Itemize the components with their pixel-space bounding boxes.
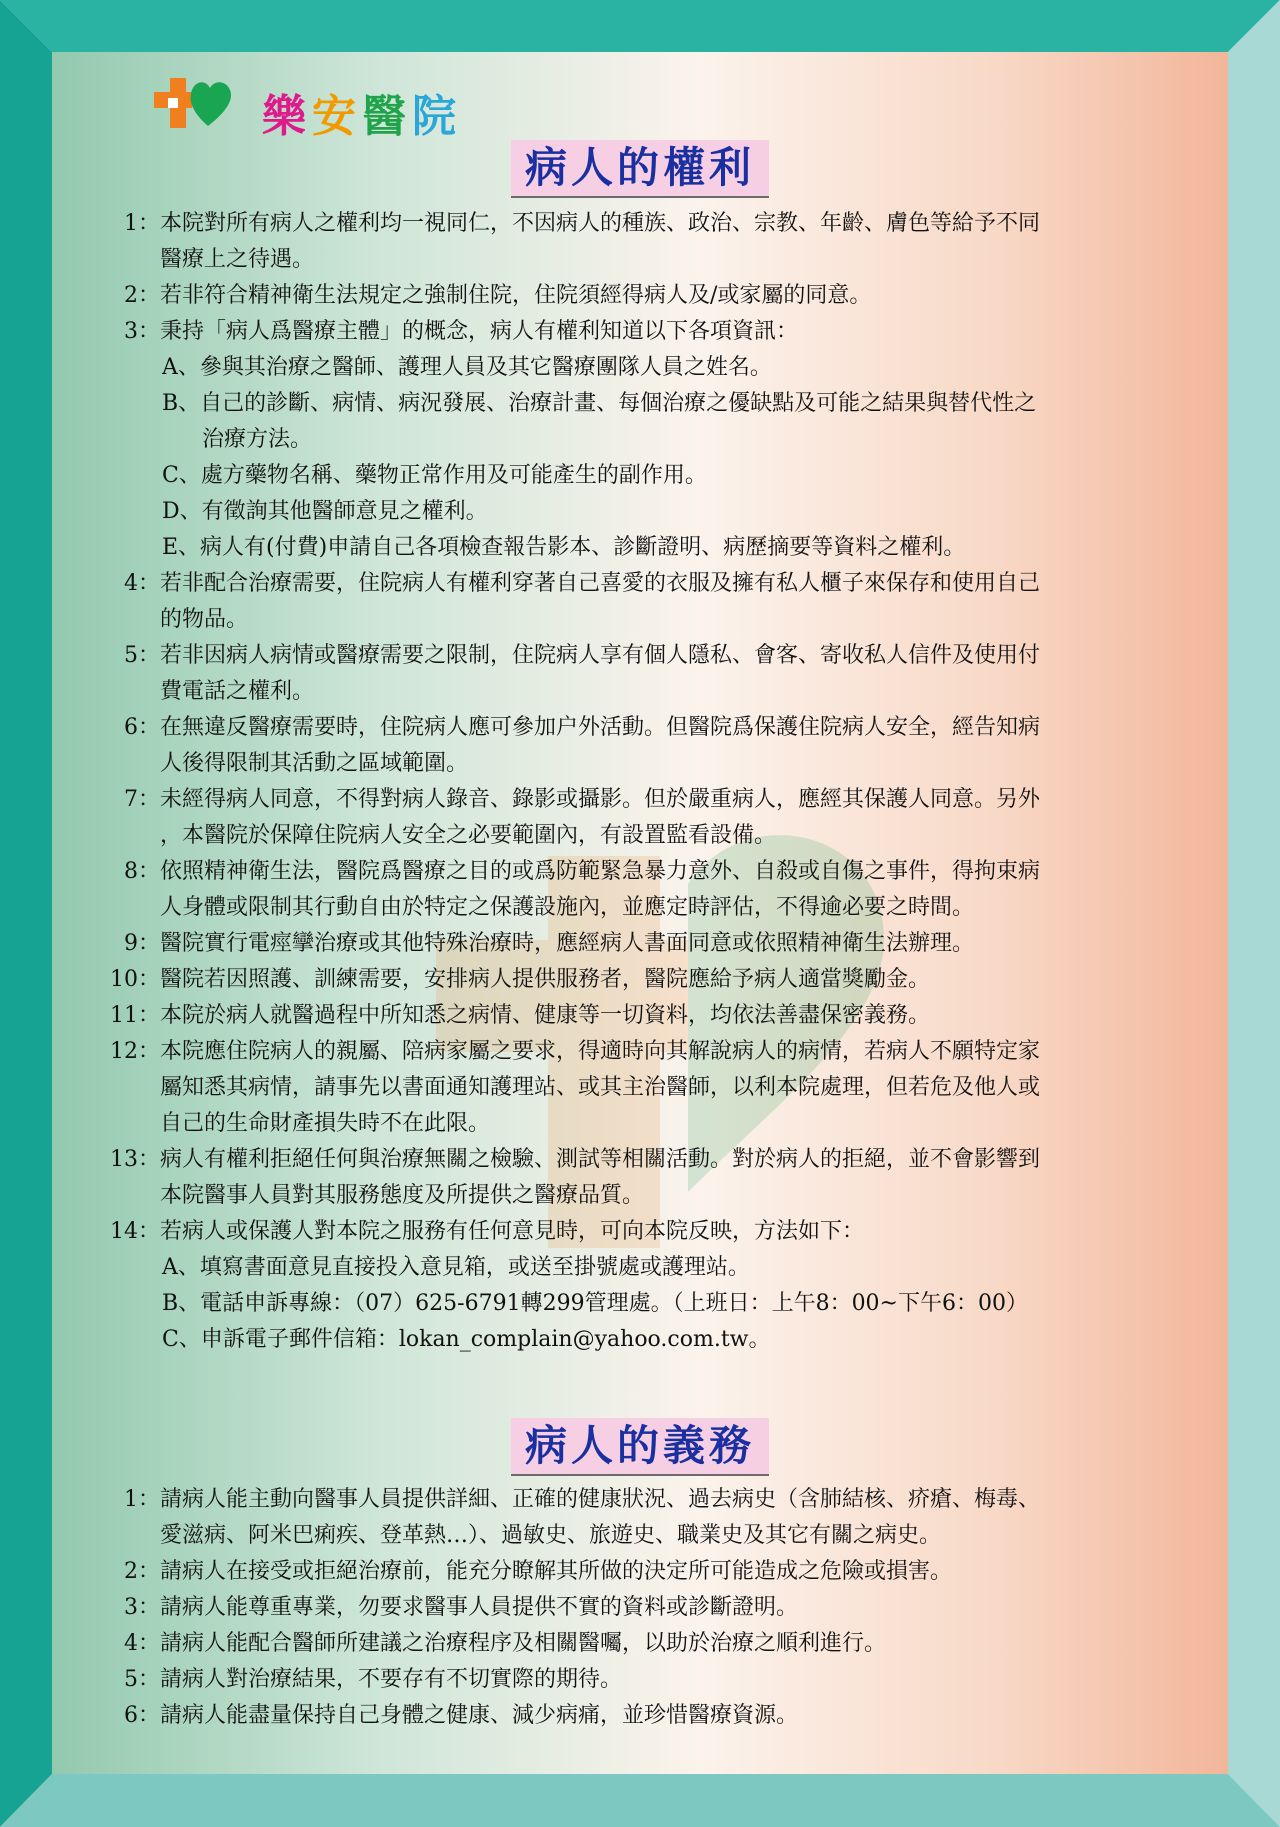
list-item — [100, 854, 1200, 890]
item-text: 請病人能尊重專業，勿要求醫事人員提供不實的資料或診斷證明。 — [160, 1595, 799, 1620]
hospital-name — [262, 80, 462, 144]
item-text: 若病人或保護人對本院之服務有任何意見時，可向本院反映，方法如下： — [160, 1219, 865, 1244]
item-number: 5 — [124, 1667, 138, 1692]
item-text: 請病人對治療結果，不要存有不切實際的期待。 — [160, 1667, 623, 1692]
item-text: 病人有權利拒絕任何與治療無關之檢驗、測試等相關活動。對於病人的拒絕，並不會影響到 — [160, 1147, 1041, 1172]
item-number: 6 — [124, 1703, 138, 1728]
item-text: 本院於病人就醫過程中所知悉之病情、健康等一切資料，均依法善盡保密義務。 — [160, 1003, 931, 1028]
item-colon: ： — [138, 967, 161, 992]
item-text: 若非因病人病情或醫療需要之限制，住院病人享有個人隱私、會客、寄收私人信件及使用付 — [160, 643, 1041, 668]
item-text-continued: 愛滋病、阿米巴痢疾、登革熱…）、過敏史、旅遊史、職業史及其它有關之病史。 — [160, 1523, 942, 1548]
sub-item — [100, 458, 1200, 494]
hospital-name-char-3: 醫 — [362, 91, 412, 142]
item-text-continued: ，本醫院於保障住院病人安全之必要範圍內，有設置監看設備。 — [160, 823, 777, 848]
item-text: 本院對所有病人之權利均一視同仁，不因病人的種族、政治、宗教、年齡、膚色等給予不同 — [160, 211, 1041, 236]
item-text: 請病人在接受或拒絕治療前，能充分瞭解其所做的決定所可能造成之危險或損害。 — [160, 1559, 953, 1584]
item-text: 若非配合治療需要，住院病人有權利穿著自己喜愛的衣服及擁有私人櫃子來保存和使用自己 — [160, 571, 1041, 596]
item-colon: ： — [138, 211, 161, 236]
item-number: 13 — [110, 1147, 138, 1172]
item-text-continued: 的物品。 — [160, 607, 249, 632]
item-text-continued: 人身體或限制其行動自由於特定之保護設施內，並應定時評估，不得逾必要之時間。 — [160, 895, 975, 920]
item-colon: ： — [138, 1487, 161, 1512]
item-text: 本院應住院病人的親屬、陪病家屬之要求，得適時向其解說病人的病情，若病人不願特定家 — [160, 1039, 1041, 1064]
item-colon: ： — [138, 1219, 161, 1244]
item-colon: ： — [138, 1631, 161, 1656]
sub-item-text: B、電話申訴專線：（07）625-6791轉299管理處。（上班日：上午8：00~下午6：00） — [162, 1291, 1028, 1316]
item-text-continued: 醫療上之待遇。 — [160, 247, 315, 272]
list-item — [100, 278, 1200, 314]
item-number: 12 — [110, 1039, 138, 1064]
item-text-continued: 自己的生命財產損失時不在此限。 — [160, 1111, 491, 1136]
list-item — [100, 998, 1200, 1034]
item-colon: ： — [138, 1039, 161, 1064]
sub-item-text: C、處方藥物名稱、藥物正常作用及可能產生的副作用。 — [162, 463, 707, 488]
item-number: 4 — [124, 571, 138, 596]
sub-item-text: A、參與其治療之醫師、護理人員及其它醫療團隊人員之姓名。 — [162, 355, 772, 380]
item-number: 10 — [110, 967, 138, 992]
item-colon: ： — [138, 1147, 161, 1172]
item-text-continued: 本院醫事人員對其服務態度及所提供之醫療品質。 — [160, 1183, 645, 1208]
rights-list — [100, 206, 1200, 1358]
hospital-name-char-1: 樂 — [262, 91, 312, 142]
hospital-name-char-4: 院 — [412, 91, 462, 142]
item-text: 若非符合精神衛生法規定之強制住院，住院須經得病人及/或家屬的同意。 — [160, 283, 872, 308]
item-number: 3 — [124, 1595, 138, 1620]
item-colon: ： — [138, 787, 161, 812]
list-item — [100, 1034, 1200, 1070]
sub-item — [100, 386, 1200, 422]
item-colon: ： — [138, 931, 161, 956]
rights-title-wrap — [52, 140, 1228, 198]
item-number: 5 — [124, 643, 138, 668]
item-text: 秉持「病人爲醫療主體」的概念，病人有權利知道以下各項資訊： — [160, 319, 799, 344]
item-text-continued: 費電話之權利。 — [160, 679, 315, 704]
item-colon: ： — [138, 571, 161, 596]
item-colon: ： — [138, 1595, 161, 1620]
item-text: 請病人能盡量保持自己身體之健康、減少病痛，並珍惜醫療資源。 — [160, 1703, 799, 1728]
item-number: 1 — [124, 1487, 138, 1512]
item-number: 3 — [124, 319, 138, 344]
list-item — [100, 1698, 1200, 1734]
item-number: 2 — [124, 1559, 138, 1584]
sub-item-text-continued: 治療方法。 — [202, 427, 313, 452]
item-number: 9 — [124, 931, 138, 956]
list-item — [100, 314, 1200, 350]
item-text: 未經得病人同意，不得對病人錄音、錄影或攝影。但於嚴重病人，應經其保護人同意。另外 — [160, 787, 1041, 812]
rights-title: 病人的權利 — [511, 140, 769, 198]
item-number: 11 — [110, 1003, 138, 1028]
list-item — [100, 1142, 1200, 1178]
item-colon: ： — [138, 283, 161, 308]
list-item — [100, 638, 1200, 674]
item-text-continued: 屬知悉其病情，請事先以書面通知護理站、或其主治醫師，以利本院處理，但若危及他人或 — [160, 1075, 1041, 1100]
frame-bottom — [0, 1774, 1280, 1827]
hospital-name-char-2: 安 — [312, 91, 362, 142]
list-item — [100, 206, 1200, 242]
list-item — [100, 566, 1200, 602]
list-item — [100, 962, 1200, 998]
list-item — [100, 1662, 1200, 1698]
frame-left — [0, 0, 52, 1827]
list-item — [100, 782, 1200, 818]
duties-title-wrap — [52, 1418, 1228, 1476]
sub-item-text: A、填寫書面意見直接投入意見箱，或送至掛號處或護理站。 — [162, 1255, 750, 1280]
item-colon: ： — [138, 643, 161, 668]
duties-list — [100, 1482, 1200, 1734]
item-text-continued: 人後得限制其活動之區域範圍。 — [160, 751, 469, 776]
item-text: 醫院實行電痙攣治療或其他特殊治療時，應經病人書面同意或依照精神衛生法辦理。 — [160, 931, 975, 956]
sub-item-text: B、自己的診斷、病情、病況發展、治療計畫、每個治療之優缺點及可能之結果與替代性之 — [162, 391, 1037, 416]
item-colon: ： — [138, 1703, 161, 1728]
item-number: 8 — [124, 859, 138, 884]
item-number: 14 — [110, 1219, 138, 1244]
frame-top — [0, 0, 1280, 52]
item-number: 6 — [124, 715, 138, 740]
sub-item-text: C、申訴電子郵件信箱：lokan_complain@yahoo.com.tw。 — [162, 1327, 771, 1352]
item-colon: ： — [138, 319, 161, 344]
item-text: 在無違反醫療需要時，住院病人應可參加户外活動。但醫院爲保護住院病人安全，經告知病 — [160, 715, 1041, 740]
sub-item — [100, 494, 1200, 530]
item-colon: ： — [138, 1559, 161, 1584]
list-item — [100, 1554, 1200, 1590]
item-number: 4 — [124, 1631, 138, 1656]
item-number: 1 — [124, 211, 138, 236]
hospital-logo-icon — [148, 70, 238, 132]
list-item — [100, 1482, 1200, 1518]
list-item — [100, 926, 1200, 962]
sub-item-text: D、有徵詢其他醫師意見之權利。 — [162, 499, 488, 524]
list-item — [100, 710, 1200, 746]
duties-title: 病人的義務 — [511, 1418, 769, 1476]
sub-item — [100, 1322, 1200, 1358]
item-text: 請病人能主動向醫事人員提供詳細、正確的健康狀況、過去病史（含肺結核、疥瘡、梅毒、 — [160, 1487, 1041, 1512]
content-panel — [52, 52, 1228, 1774]
sub-item-text: E、病人有(付費)申請自己各項檢查報告影本、診斷證明、病歷摘要等資料之權利。 — [162, 535, 966, 560]
item-number: 2 — [124, 283, 138, 308]
item-text: 醫院若因照護、訓練需要，安排病人提供服務者，醫院應給予病人適當獎勵金。 — [160, 967, 931, 992]
item-colon: ： — [138, 859, 161, 884]
sub-item — [100, 1250, 1200, 1286]
item-text: 依照精神衛生法，醫院爲醫療之目的或爲防範緊急暴力意外、自殺或自傷之事件，得拘束病 — [160, 859, 1041, 884]
sub-item — [100, 350, 1200, 386]
list-item — [100, 1214, 1200, 1250]
frame-right — [1228, 0, 1280, 1827]
list-item — [100, 1626, 1200, 1662]
item-number: 7 — [124, 787, 138, 812]
item-colon: ： — [138, 1003, 161, 1028]
item-colon: ： — [138, 1667, 161, 1692]
list-item — [100, 1590, 1200, 1626]
item-text: 請病人能配合醫師所建議之治療程序及相關醫囑，以助於治療之順利進行。 — [160, 1631, 887, 1656]
sub-item — [100, 1286, 1200, 1322]
item-colon: ： — [138, 715, 161, 740]
sub-item — [100, 530, 1200, 566]
